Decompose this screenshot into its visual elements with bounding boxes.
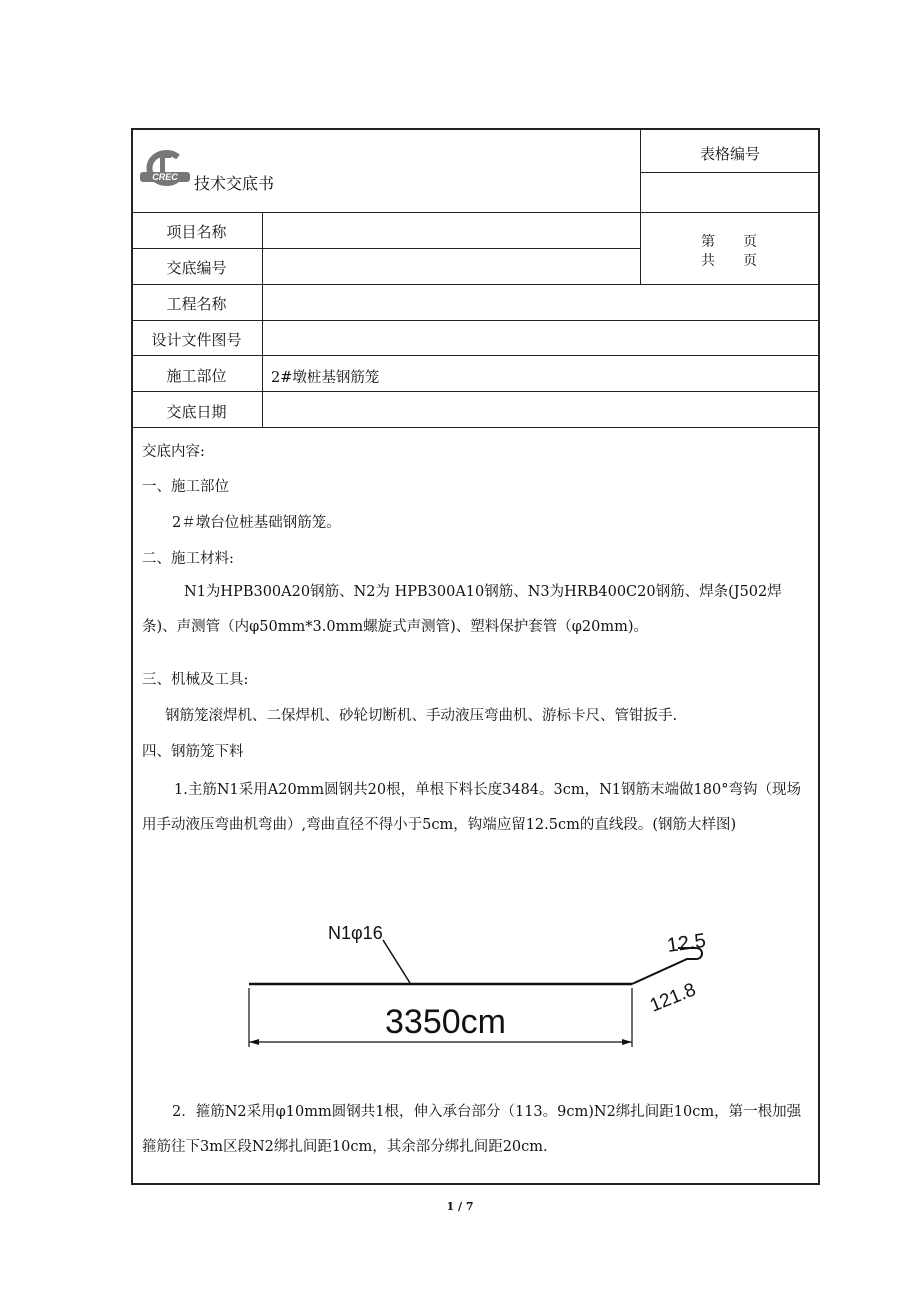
- bar-label: N1φ16: [328, 923, 383, 943]
- section-3-title: 三、机械及工具:: [142, 672, 249, 688]
- section-1-text: 2＃墩台位桩基础钢筋笼。: [172, 515, 341, 531]
- row-divider: [131, 391, 820, 392]
- page-total-label: 共 页: [701, 253, 757, 269]
- project-name-label: 项目名称: [166, 223, 227, 241]
- section-4-paragraph-1: 1.主筋N1采用A20mm圆钢共20根，单根下料长度3484。3cm，N1钢筋末端做180°弯钩（现场用手动液压弯曲机弯曲）,弯曲直径不得小于5cm，钩端应留12.5cm的直线段。(钢筋大样图): [142, 782, 801, 833]
- work-name-label: 工程名称: [166, 295, 227, 313]
- form-number-label: 表格编号: [699, 145, 760, 163]
- row-divider: [131, 212, 820, 213]
- crec-logo: [138, 148, 194, 188]
- length-label: 3350cm: [385, 1003, 506, 1041]
- section-4-paragraph-2: 2．箍筋N2采用φ10mm圆钢共1根，伸入承台部分（113。9cm)N2绑扎间距10cm，第一根加强箍筋往下3m区段N2绑扎间距10cm，其余部分绑扎间距20cm.: [142, 1104, 802, 1155]
- hook-label: 12.5: [665, 929, 708, 957]
- row-divider: [131, 320, 820, 321]
- rebar-detail-drawing: [240, 915, 710, 1055]
- row-divider: [131, 248, 640, 249]
- section-2-text: N1为HPB300A20钢筋、N2为 HPB300A10钢筋、N3为HRB400C20钢筋、焊条(J502焊条)、声测管（内φ50mm*3.0mm螺旋式声测管)、塑料保护套管（φ20mm)。: [142, 584, 782, 635]
- col-divider: [262, 212, 263, 427]
- row-divider: [640, 172, 820, 173]
- construction-part-value: 2#墩桩基钢筋笼: [271, 370, 380, 386]
- page-footer: 1 / 7: [446, 1200, 474, 1213]
- section-3-text: 钢筋笼滚焊机、二保焊机、砂轮切断机、手动液压弯曲机、游标卡尺、管钳扳手.: [165, 708, 678, 724]
- construction-part-label: 施工部位: [166, 367, 227, 385]
- design-drawing-label: 设计文件图号: [151, 331, 242, 349]
- content-heading: 交底内容:: [142, 444, 205, 460]
- section-1-title: 一、施工部位: [142, 479, 229, 495]
- bend-label: 121.8: [647, 979, 699, 1017]
- leader-line: [383, 940, 410, 983]
- logo-text: CREC: [152, 172, 178, 182]
- row-divider: [131, 284, 820, 285]
- handover-number-label: 交底编号: [166, 259, 227, 277]
- section-4-title: 四、钢筋笼下料: [142, 744, 244, 760]
- page-number-label: 第 页: [701, 234, 757, 250]
- dimension-arrow-right: [622, 1039, 632, 1045]
- row-divider: [131, 355, 820, 356]
- document-title: 技术交底书: [194, 174, 275, 193]
- dimension-arrow-left: [249, 1039, 259, 1045]
- row-divider: [131, 427, 820, 428]
- section-2-title: 二、施工材料:: [142, 551, 234, 567]
- handover-date-label: 交底日期: [166, 403, 227, 421]
